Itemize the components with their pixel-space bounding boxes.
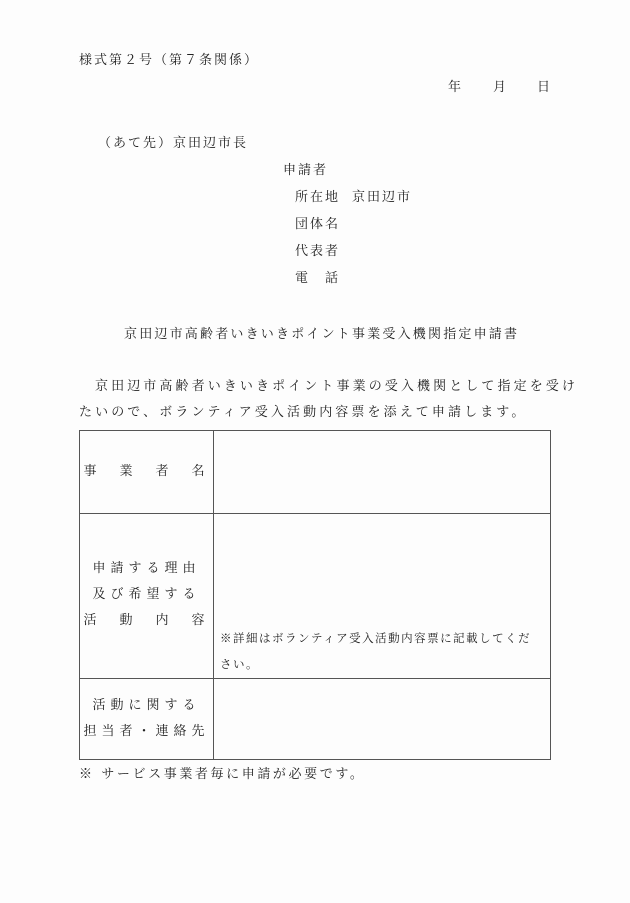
contact-field[interactable] — [214, 679, 550, 759]
representative-label: 代表者 — [295, 244, 341, 259]
addressee: （あて先）京田辺市長 — [98, 136, 249, 151]
footnote: ※ サービス事業者毎に申請が必要です。 — [79, 767, 366, 782]
body-line-2: たいので、ボランティア受入活動内容票を添えて申請します。 — [79, 405, 528, 420]
reason-label: 申請する理由 及び希望する 活 動 内 容 — [83, 561, 210, 628]
form-number: 様式第２号（第７条関係） — [79, 53, 260, 68]
address-label: 所在地 — [295, 190, 341, 205]
reason-note: ※詳細はボランティア受入活動内容票に記載してください。 — [220, 631, 532, 671]
date-year-label: 年 — [448, 80, 462, 95]
phone-label: 電 話 — [295, 271, 341, 286]
business-name-field[interactable] — [214, 431, 550, 513]
application-table — [79, 430, 551, 760]
group-name-label: 団体名 — [295, 217, 341, 232]
contact-label: 活動に関する 担当者・連絡先 — [83, 698, 210, 739]
address-value: 京田辺市 — [352, 190, 413, 205]
applicant-heading: 申請者 — [283, 163, 329, 178]
body-line-1: 京田辺市高齢者いきいきポイント事業の受入機関として指定を受け — [95, 379, 579, 394]
document-title: 京田辺市高齢者いきいきポイント事業受入機関指定申請書 — [124, 327, 520, 342]
business-name-label: 事 業 者 名 — [83, 464, 210, 479]
date-month-label: 月 — [493, 80, 507, 95]
date-day-label: 日 — [537, 80, 551, 95]
